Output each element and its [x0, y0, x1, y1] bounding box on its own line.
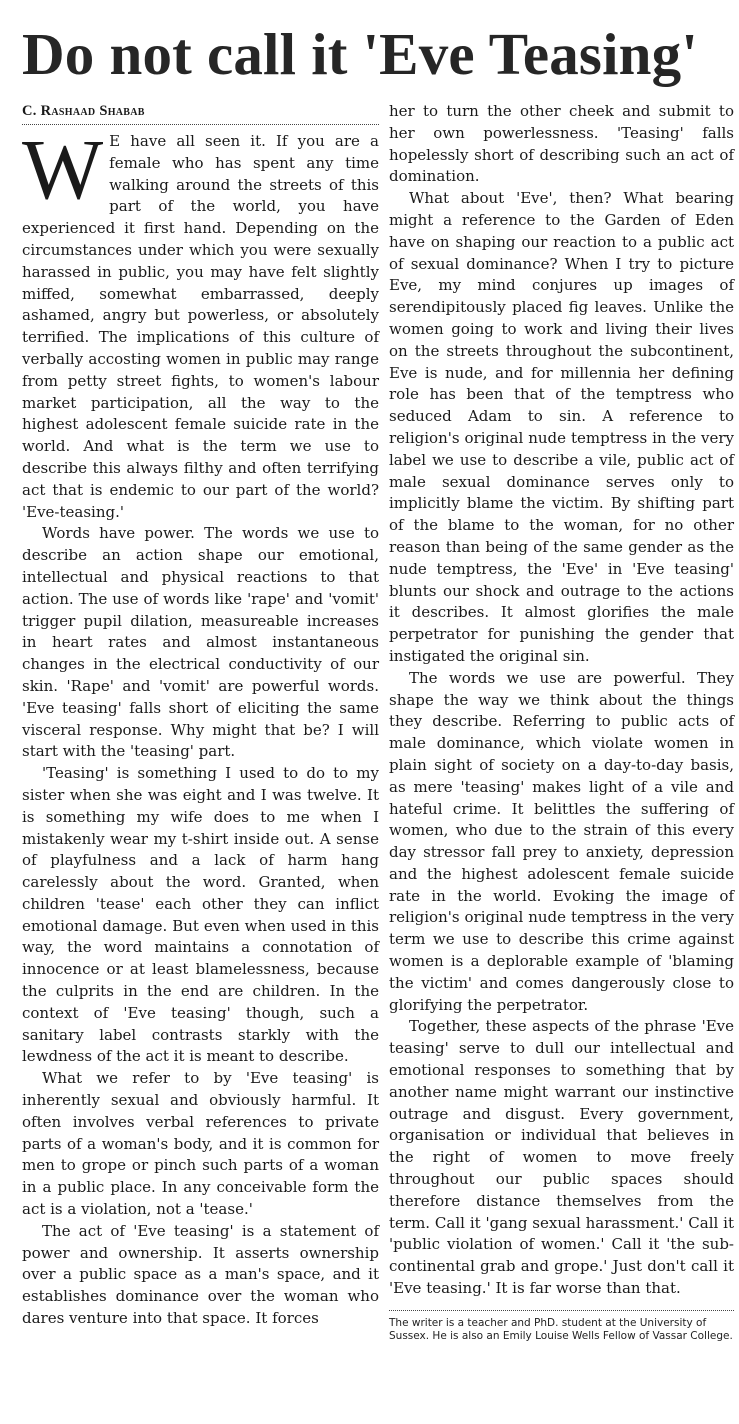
- article-paragraph: Together, these aspects of the phrase 'Eve teasing' serve to dull our intellectual and emotional responses to something that by another name might warrant our instinctive outrage and disgust. Every government, organisation or individual that believes in the right of women to move freely throughout our public spaces should therefore distance themselves from the term. Call it 'gang sexual harassment.' Call it 'public violation of women.' Call it 'the sub-continental grab and grope.' Just don't call it 'Eve teasing.' It is far worse than that.: [389, 1017, 734, 1298]
- article-paragraph: What we refer to by 'Eve teasing' is inherently sexual and obviously harmful. It often involves verbal references to private parts of a woman's body, and it is common for men to grope or pinch such parts of a woman in a public place. In any conceivable form the act is a violation, not a 'tease.': [22, 1069, 379, 1219]
- right-column: [389, 101, 734, 1343]
- article-paragraph: The words we use are powerful. They shape the way we think about the things they describe. Referring to public acts of male dominance, which violate women in plain sight of society on a day-to-day basis, as mere 'teasing' makes light of a vile and hateful crime. It belittles the suffering of women, who due to the strain of this every day stressor fall prey to anxiety, depression and the highest adolescent female suicide rate in the world. Evoking the image of religion's original nude temptress in the very term we use to describe this crime against women is a deplorable example of 'blaming the victim' and comes dangerously close to glorifying the perpetrator.: [389, 668, 734, 1014]
- article-paragraph: 'Teasing' is something I used to do to my sister when she was eight and I was twelve. It is something my wife does to me when I mistakenly wear my t-shirt inside out. A sense of playfulness and a lack of harm hang carelessly about the word. Granted, when children 'tease' each other they can inflict emotional damage. But even when used in this way, the word maintains a connotation of innocence or at least blamelessness, because the culprits in the end are children. In the context of 'Eve teasing' though, such a sanitary label contrasts starkly with the lewdness of the act it is meant to describe.: [22, 764, 379, 1066]
- first-paragraph: [22, 121, 379, 523]
- footer-divider: [389, 1310, 734, 1311]
- article-paragraph: What about 'Eve', then? What bearing might a reference to the Garden of Eden have on shaping our reaction to a public act of sexual dominance? When I try to picture Eve, my mind conjures up images of serendipitously placed fig leaves. Unlike the women going to work and living their lives on the streets throughout the subcontinent, Eve is nude, and for millennia her defining role has been that of the temptress who seduced Adam to sin. A reference to religion's original nude temptress in the very label we use to describe a vile, public act of male sexual dominance serves only to implicitly blame the victim. By shifting part of the blame to the woman, for no other reason than being of the same gender as the nude temptress, the 'Eve' in 'Eve teasing' blunts our shock and outrage to the actions it describes. It almost glorifies the male perpetrator for punishing the gender that instigated the original sin.: [389, 189, 734, 665]
- article-paragraph: Words have power. The words we use to describe an action shape our emotional, intellectual and physical reactions to that action. The use of words like 'rape' and 'vomit' trigger pupil dilation, measureable increases in heart rates and almost instantaneous changes in the electrical conductivity of our skin. 'Rape' and 'vomit' are powerful words. 'Eve teasing' falls short of eliciting the same visceral response. Why might that be? I will start with the 'teasing' part.: [22, 524, 379, 761]
- continued-paragraph: her to turn the other cheek and submit to her own powerlessness. 'Teasing' falls hopelessly short of describing such an act of domination.: [389, 102, 734, 186]
- headline: Do not call it 'Eve Teasing': [22, 21, 698, 87]
- byline: C. Rashaad Shabab: [22, 103, 145, 119]
- drop-cap: W: [22, 121, 104, 217]
- author-note: The writer is a teacher and PhD. student at the University of Sussex. He is also an Emily Louise Wells Fellow of Vassar College.: [389, 1316, 733, 1342]
- left-column: [22, 102, 379, 1330]
- first-paragraph-text: E have all seen it. If you are a female who has spent any time walking around the streets of this part of the world, you have experienced it first hand. Depending on the circumstances under which you were sexually harassed in public, you may have felt slightly miffed, somewhat embarrassed, deeply ashamed, angry but powerless, or absolutely terrified. The implications of this culture of verbally accosting women in public may range from petty street fights, to women's labour market participation, all the way to the highest adolescent female suicide rate in the world. And what is the term we use to describe this always filthy and often terrifying act that is endemic to our part of the world? 'Eve-teasing.': [22, 132, 379, 521]
- article-paragraph: The act of 'Eve teasing' is a statement of power and ownership. It asserts ownership over a public space as a man's space, and it establishes dominance over the woman who dares venture into that space. It forces: [22, 1221, 379, 1328]
